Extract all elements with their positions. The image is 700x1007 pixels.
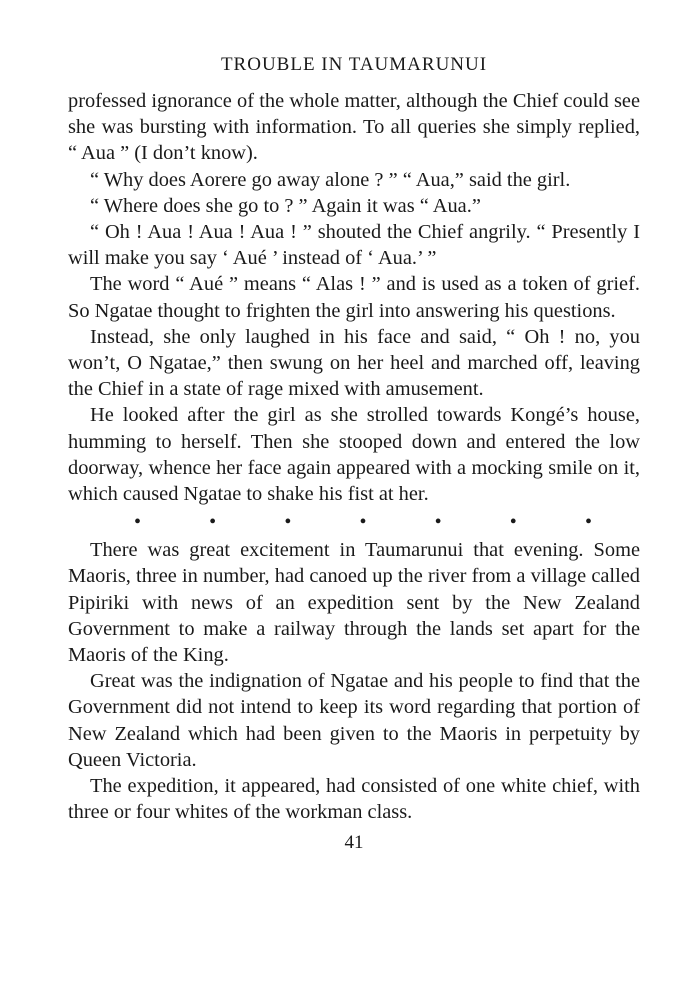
paragraph: “ Oh ! Aua ! Aua ! Aua ! ” shouted the Chief angrily. “ Presently I will make you say ‘ Aué ’ instead of ‘ Aua.’ ”: [68, 221, 640, 270]
section-break-dot: •: [134, 511, 142, 534]
book-page: [68, 50, 640, 857]
section-break-dot: •: [209, 511, 217, 534]
paragraph: Instead, she only laughed in his face and said, “ Oh ! no, you won’t, O Ngatae,” then swung on her heel and marched off, leaving the Chief in a state of rage mixed with amusement.: [68, 325, 640, 401]
section-break: [68, 507, 640, 537]
paragraph: “ Why does Aorere go away alone ? ” “ Aua,” said the girl.: [90, 168, 571, 191]
paragraph: The word “ Aué ” means “ Alas ! ” and is used as a token of grief. So Ngatae thought to frighten the girl into answering his questions.: [68, 273, 640, 322]
paragraph: He looked after the girl as she strolled towards Kongé’s house, humming to herself. Then she stooped down and entered the low doorway, whence her face again appeared with a mocking smile on it, which caused Ngatae to shake his fist at her.: [68, 404, 640, 506]
section-break-dot: •: [284, 511, 292, 534]
section-break-dot: •: [584, 511, 592, 534]
body-text: [68, 88, 640, 825]
page-number: 41: [344, 832, 364, 854]
running-head: TROUBLE IN TAUMARUNUI: [220, 54, 488, 75]
text-block-bottom: [68, 537, 640, 825]
paragraph: professed ignorance of the whole matter, although the Chief could see she was bursting with information. To all queries she simply replied, “ Aua ” (I don’t know).: [68, 90, 640, 165]
paragraph: Great was the indignation of Ngatae and his people to find that the Government did not intend to keep its word regarding that portion of New Zealand which had been given to the Maoris in perpetuity by Queen Victoria.: [68, 670, 640, 771]
section-break-dot: •: [359, 511, 367, 534]
paragraph: The expedition, it appeared, had consisted of one white chief, with three or four whites of the workman class.: [68, 775, 640, 824]
paragraph: There was great excitement in Taumarunui that evening. Some Maoris, three in number, had canoed up the river from a village called Pipiriki with news of an expedition sent by the New Zealand Government to make a railway through the lands set apart for the Maoris of the King.: [68, 539, 640, 667]
text-block-top: [68, 88, 640, 507]
paragraph: “ Where does she go to ? ” Again it was “ Aua.”: [90, 194, 481, 217]
section-break-dot: •: [434, 511, 442, 534]
section-break-dot: •: [509, 511, 517, 534]
